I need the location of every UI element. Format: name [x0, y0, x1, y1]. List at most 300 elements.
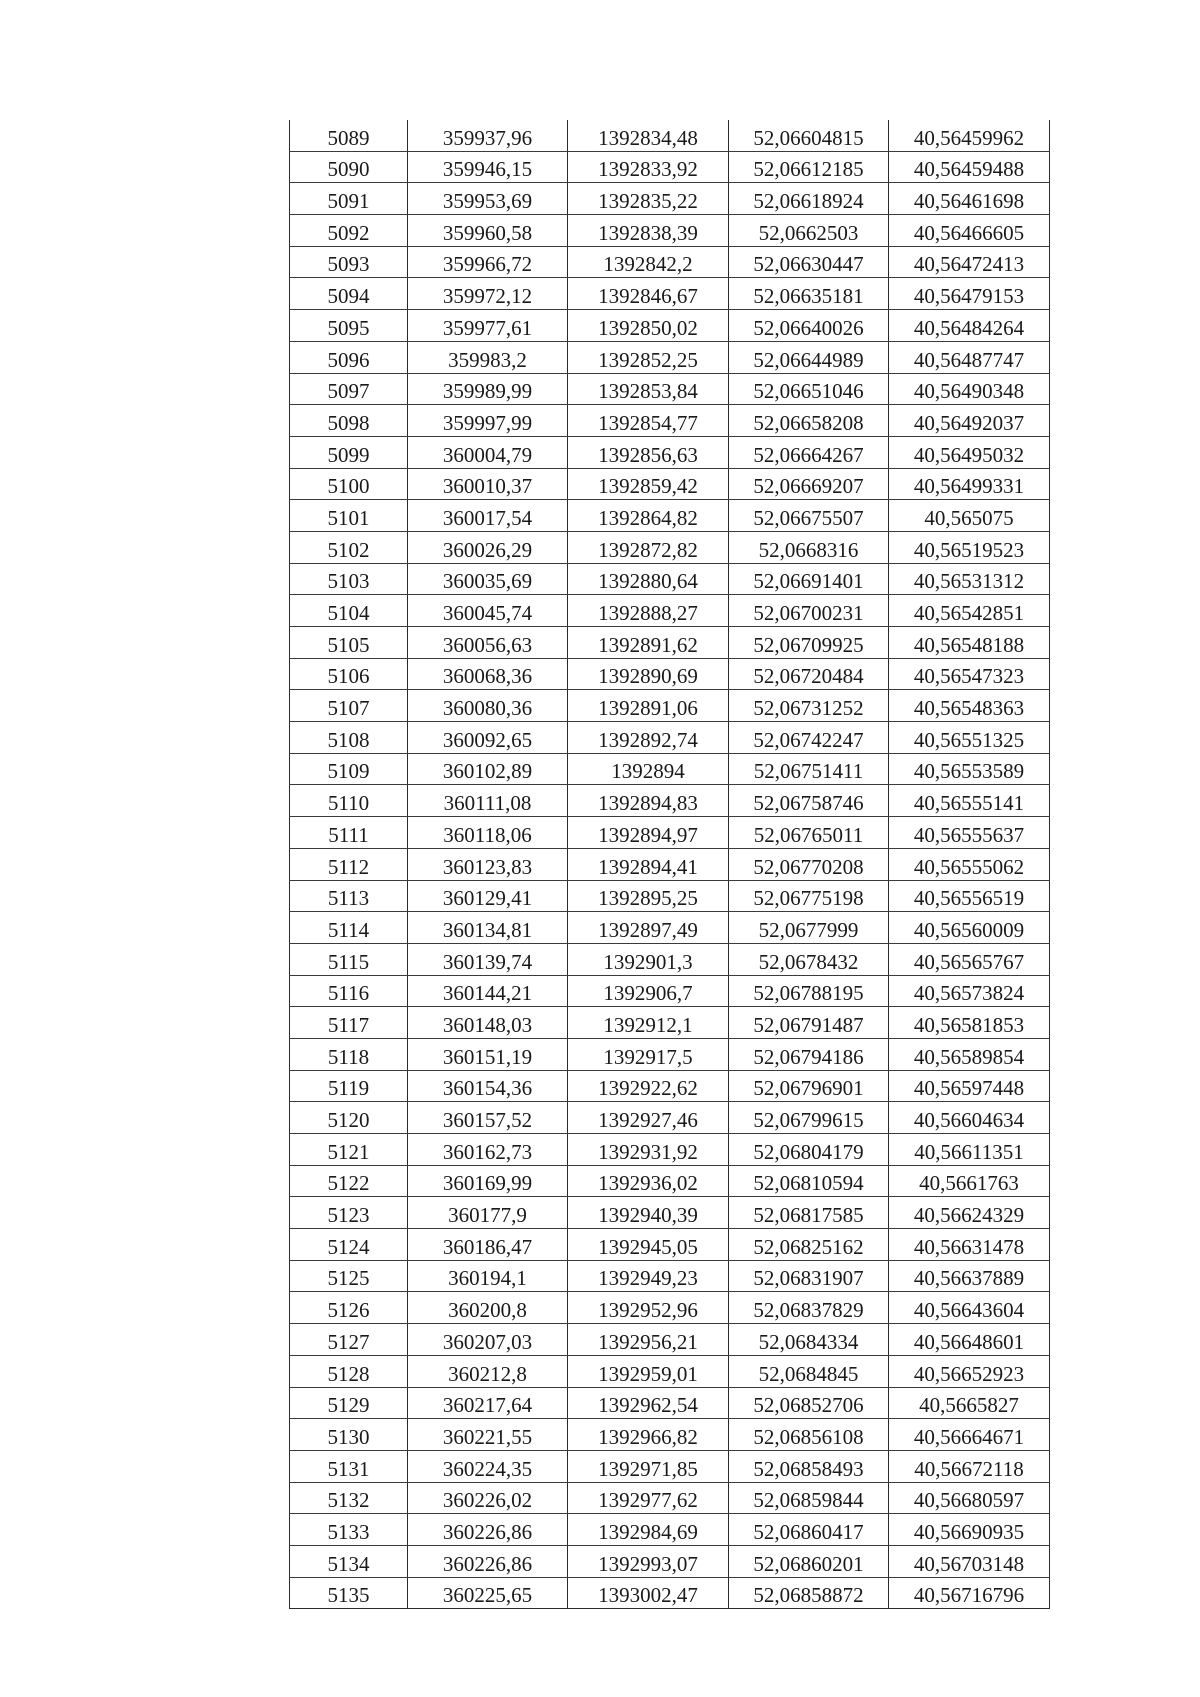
latitude-cell	[729, 817, 889, 849]
latitude-cell	[729, 1260, 889, 1292]
point-number-cell	[290, 468, 408, 500]
y-coordinate-cell	[568, 912, 729, 944]
cell-text: 360129,41	[442, 886, 533, 911]
point-number-cell	[290, 120, 408, 151]
point-number-cell	[290, 1514, 408, 1546]
cell-text: 1392852,25	[598, 347, 698, 372]
latitude-cell	[729, 1134, 889, 1166]
cell-text: 5100	[327, 474, 370, 499]
point-number-cell	[290, 373, 408, 405]
cell-text: 40,56490348	[913, 379, 1025, 404]
cell-text: 1392846,67	[598, 284, 698, 309]
x-coordinate-cell	[408, 310, 568, 342]
cell-text: 1392891,06	[598, 696, 698, 721]
cell-text: 1392962,54	[598, 1393, 698, 1418]
x-coordinate-cell	[408, 341, 568, 373]
cell-text: 40,56459962	[913, 125, 1025, 150]
cell-text: 52,06791487	[753, 1012, 864, 1037]
cell-text: 40,56461698	[913, 189, 1025, 214]
point-number-cell	[290, 753, 408, 785]
cell-text: 52,06700231	[753, 601, 864, 625]
cell-text: 360212,8	[448, 1361, 527, 1386]
cell-text: 5107	[327, 696, 370, 721]
cell-text: 52,06775198	[753, 886, 864, 911]
y-coordinate-cell	[568, 848, 729, 880]
point-number-cell	[290, 215, 408, 247]
cell-text: 360217,64	[442, 1393, 533, 1418]
cell-text: 1392894	[611, 759, 685, 784]
longitude-cell	[889, 817, 1050, 849]
point-number-cell	[290, 785, 408, 817]
x-coordinate-cell	[408, 1419, 568, 1451]
cell-text: 5129	[327, 1393, 370, 1418]
cell-text: 5097	[327, 379, 370, 404]
cell-text: 52,06758746	[753, 791, 864, 816]
latitude-cell	[729, 1038, 889, 1070]
x-coordinate-cell	[408, 1514, 568, 1546]
point-number-cell	[290, 310, 408, 342]
cell-text: 5115	[327, 949, 370, 974]
cell-text: 360139,74	[442, 949, 533, 974]
x-coordinate-cell	[408, 1260, 568, 1292]
table-row	[290, 531, 1050, 563]
longitude-cell	[889, 373, 1050, 405]
point-number-cell	[290, 183, 408, 215]
latitude-cell	[729, 310, 889, 342]
cell-text: 40,56703148	[913, 1551, 1025, 1576]
cell-text: 1392853,84	[598, 379, 698, 404]
cell-text: 5095	[327, 315, 370, 340]
cell-text: 5093	[327, 252, 370, 277]
y-coordinate-cell	[568, 1545, 729, 1577]
cell-text: 40,56604634	[913, 1108, 1025, 1132]
latitude-cell	[729, 595, 889, 627]
cell-text: 5123	[327, 1203, 370, 1228]
longitude-cell	[889, 468, 1050, 500]
x-coordinate-cell	[408, 1165, 568, 1197]
x-coordinate-cell	[408, 1545, 568, 1577]
cell-text: 40,56548363	[913, 696, 1025, 721]
table-row	[290, 912, 1050, 944]
cell-text: 52,06794186	[753, 1044, 864, 1069]
cell-text: 5103	[327, 569, 370, 594]
y-coordinate-cell	[568, 722, 729, 754]
longitude-cell	[889, 1007, 1050, 1039]
point-number-cell	[290, 975, 408, 1007]
x-coordinate-cell	[408, 1482, 568, 1514]
cell-text: 40,56553589	[913, 759, 1025, 784]
cell-text: 360123,83	[442, 854, 533, 879]
y-coordinate-cell	[568, 1514, 729, 1546]
cell-text: 40,5661763	[919, 1171, 1019, 1196]
cell-text: 1392984,69	[598, 1519, 698, 1544]
cell-text: 359946,15	[442, 157, 533, 182]
latitude-cell	[729, 531, 889, 563]
cell-text: 359937,96	[442, 125, 533, 150]
cell-text: 1392894,41	[598, 854, 698, 879]
table-row	[290, 341, 1050, 373]
cell-text: 360148,03	[442, 1012, 533, 1037]
table-row	[290, 880, 1050, 912]
y-coordinate-cell	[568, 975, 729, 1007]
x-coordinate-cell	[408, 215, 568, 247]
longitude-cell	[889, 1038, 1050, 1070]
longitude-cell	[889, 1387, 1050, 1419]
cell-text: 52,06788195	[753, 981, 864, 1006]
cell-text: 1392894,97	[598, 822, 698, 847]
cell-text: 40,56547323	[913, 664, 1025, 689]
table-row	[290, 627, 1050, 659]
latitude-cell	[729, 1482, 889, 1514]
point-number-cell	[290, 1165, 408, 1197]
cell-text: 5117	[327, 1012, 370, 1037]
cell-text: 52,06825162	[753, 1234, 864, 1259]
point-number-cell	[290, 1229, 408, 1261]
x-coordinate-cell	[408, 658, 568, 690]
cell-text: 5101	[327, 505, 370, 530]
cell-text: 1392977,62	[598, 1488, 698, 1513]
latitude-cell	[729, 1007, 889, 1039]
cell-text: 359972,12	[442, 284, 533, 309]
cell-text: 5108	[327, 727, 370, 752]
x-coordinate-cell	[408, 120, 568, 151]
cell-text: 40,56479153	[913, 284, 1025, 309]
cell-text: 40,56495032	[913, 442, 1025, 467]
y-coordinate-cell	[568, 943, 729, 975]
cell-text: 1392891,62	[598, 632, 698, 657]
table-row	[290, 120, 1050, 151]
cell-text: 1392952,96	[598, 1298, 698, 1323]
x-coordinate-cell	[408, 1038, 568, 1070]
cell-text: 1392901,3	[603, 949, 693, 974]
cell-text: 360162,73	[442, 1139, 533, 1164]
table-row	[290, 722, 1050, 754]
cell-text: 5114	[327, 917, 370, 942]
x-coordinate-cell	[408, 278, 568, 310]
table-row	[290, 1450, 1050, 1482]
cell-text: 5132	[327, 1488, 370, 1513]
point-number-cell	[290, 1134, 408, 1166]
cell-text: 5124	[327, 1234, 370, 1259]
cell-text: 1392906,7	[603, 981, 693, 1006]
cell-text: 1392880,64	[598, 569, 698, 594]
cell-text: 5116	[327, 981, 370, 1006]
x-coordinate-cell	[408, 563, 568, 595]
table-row	[290, 1482, 1050, 1514]
longitude-cell	[889, 1545, 1050, 1577]
cell-text: 5130	[327, 1424, 370, 1449]
latitude-cell	[729, 1514, 889, 1546]
latitude-cell	[729, 722, 889, 754]
latitude-cell	[729, 975, 889, 1007]
table-row	[290, 246, 1050, 278]
cell-text: 1392940,39	[598, 1203, 698, 1228]
cell-text: 52,06751411	[753, 759, 864, 784]
cell-text: 40,56499331	[913, 474, 1025, 499]
y-coordinate-cell	[568, 1324, 729, 1356]
cell-text: 52,06630447	[753, 252, 864, 277]
cell-text: 360207,03	[442, 1329, 533, 1354]
x-coordinate-cell	[408, 436, 568, 468]
table-row	[290, 405, 1050, 437]
cell-text: 1392931,92	[598, 1139, 698, 1164]
point-number-cell	[290, 1419, 408, 1451]
x-coordinate-cell	[408, 1134, 568, 1166]
y-coordinate-cell	[568, 1134, 729, 1166]
longitude-cell	[889, 1419, 1050, 1451]
y-coordinate-cell	[568, 785, 729, 817]
y-coordinate-cell	[568, 1419, 729, 1451]
cell-text: 5128	[327, 1361, 370, 1386]
cell-text: 360045,74	[442, 601, 533, 625]
cell-text: 1392945,05	[598, 1234, 698, 1259]
x-coordinate-cell	[408, 151, 568, 183]
cell-text: 1392850,02	[598, 315, 698, 340]
latitude-cell	[729, 658, 889, 690]
latitude-cell	[729, 848, 889, 880]
cell-text: 360226,86	[442, 1519, 533, 1544]
cell-text: 360010,37	[442, 474, 533, 499]
latitude-cell	[729, 151, 889, 183]
x-coordinate-cell	[408, 183, 568, 215]
y-coordinate-cell	[568, 278, 729, 310]
cell-text: 5091	[327, 189, 370, 214]
latitude-cell	[729, 1450, 889, 1482]
cell-text: 1392895,25	[598, 886, 698, 911]
x-coordinate-cell	[408, 817, 568, 849]
x-coordinate-cell	[408, 246, 568, 278]
point-number-cell	[290, 1482, 408, 1514]
table-row	[290, 1102, 1050, 1134]
latitude-cell	[729, 785, 889, 817]
latitude-cell	[729, 120, 889, 151]
x-coordinate-cell	[408, 785, 568, 817]
x-coordinate-cell	[408, 373, 568, 405]
cell-text: 40,56643604	[913, 1298, 1025, 1323]
point-number-cell	[290, 246, 408, 278]
cell-text: 40,56555062	[913, 854, 1025, 879]
cell-text: 52,06691401	[753, 569, 864, 594]
y-coordinate-cell	[568, 1292, 729, 1324]
cell-text: 40,56459488	[913, 157, 1025, 182]
y-coordinate-cell	[568, 880, 729, 912]
y-coordinate-cell	[568, 563, 729, 595]
cell-text: 40,56631478	[913, 1234, 1025, 1259]
cell-text: 40,56690935	[913, 1519, 1025, 1544]
cell-text: 5113	[327, 886, 370, 911]
longitude-cell	[889, 1165, 1050, 1197]
table-row	[290, 500, 1050, 532]
point-number-cell	[290, 278, 408, 310]
y-coordinate-cell	[568, 310, 729, 342]
longitude-cell	[889, 1450, 1050, 1482]
cell-text: 359997,99	[442, 410, 533, 435]
point-number-cell	[290, 880, 408, 912]
table-row	[290, 151, 1050, 183]
point-number-cell	[290, 627, 408, 659]
longitude-cell	[889, 1324, 1050, 1356]
cell-text: 52,0668316	[758, 537, 859, 562]
cell-text: 52,06858872	[753, 1583, 864, 1608]
cell-text: 5105	[327, 632, 370, 657]
longitude-cell	[889, 785, 1050, 817]
cell-text: 40,56652923	[913, 1361, 1025, 1386]
point-number-cell	[290, 436, 408, 468]
cell-text: 1392888,27	[598, 601, 698, 625]
cell-text: 5133	[327, 1519, 370, 1544]
point-number-cell	[290, 563, 408, 595]
longitude-cell	[889, 151, 1050, 183]
cell-text: 5135	[327, 1583, 370, 1608]
cell-text: 5118	[327, 1044, 370, 1069]
cell-text: 360151,19	[442, 1044, 533, 1069]
cell-text: 359966,72	[442, 252, 533, 277]
table-row	[290, 1134, 1050, 1166]
cell-text: 52,06742247	[753, 727, 864, 752]
table-row	[290, 436, 1050, 468]
cell-text: 40,56611351	[914, 1139, 1024, 1164]
y-coordinate-cell	[568, 753, 729, 785]
cell-text: 359953,69	[442, 189, 533, 214]
cell-text: 52,06765011	[753, 822, 864, 847]
cell-text: 5102	[327, 537, 370, 562]
y-coordinate-cell	[568, 1387, 729, 1419]
cell-text: 360177,9	[448, 1203, 527, 1228]
point-number-cell	[290, 1577, 408, 1609]
y-coordinate-cell	[568, 215, 729, 247]
y-coordinate-cell	[568, 1577, 729, 1609]
cell-text: 52,06664267	[753, 442, 864, 467]
y-coordinate-cell	[568, 183, 729, 215]
longitude-cell	[889, 880, 1050, 912]
cell-text: 52,0677999	[758, 917, 859, 942]
point-number-cell	[290, 817, 408, 849]
cell-text: 52,06770208	[753, 854, 864, 879]
cell-text: 52,06804179	[753, 1139, 864, 1164]
table-row	[290, 595, 1050, 627]
cell-text: 5090	[327, 157, 370, 182]
cell-text: 40,56555637	[913, 822, 1025, 847]
cell-text: 360092,65	[442, 727, 533, 752]
cell-text: 52,06852706	[753, 1393, 864, 1418]
cell-text: 1392838,39	[598, 220, 698, 245]
table-row	[290, 468, 1050, 500]
cell-text: 1392892,74	[598, 727, 698, 752]
cell-text: 360157,52	[442, 1108, 533, 1132]
latitude-cell	[729, 880, 889, 912]
longitude-cell	[889, 1134, 1050, 1166]
longitude-cell	[889, 722, 1050, 754]
table-row	[290, 1165, 1050, 1197]
cell-text: 52,06709925	[753, 632, 864, 657]
cell-text: 40,56492037	[913, 410, 1025, 435]
x-coordinate-cell	[408, 1577, 568, 1609]
x-coordinate-cell	[408, 1229, 568, 1261]
point-number-cell	[290, 1387, 408, 1419]
cell-text: 52,06837829	[753, 1298, 864, 1323]
cell-text: 360225,65	[442, 1583, 533, 1608]
cell-text: 5119	[327, 1076, 370, 1101]
x-coordinate-cell	[408, 722, 568, 754]
cell-text: 40,56531312	[913, 569, 1025, 594]
y-coordinate-cell	[568, 373, 729, 405]
longitude-cell	[889, 1355, 1050, 1387]
cell-text: 52,0678432	[758, 949, 859, 974]
cell-text: 1392835,22	[598, 189, 698, 214]
table-row	[290, 1197, 1050, 1229]
cell-text: 5134	[327, 1551, 370, 1576]
cell-text: 359960,58	[442, 220, 533, 245]
table-row	[290, 1007, 1050, 1039]
cell-text: 5131	[327, 1456, 370, 1481]
cell-text: 359983,2	[448, 347, 527, 372]
table-row	[290, 1419, 1050, 1451]
longitude-cell	[889, 1577, 1050, 1609]
cell-text: 1392971,85	[598, 1456, 698, 1481]
cell-text: 5127	[327, 1329, 370, 1354]
cell-text: 40,56565767	[913, 949, 1025, 974]
cell-text: 52,06635181	[753, 284, 864, 309]
table-row	[290, 373, 1050, 405]
cell-text: 1392894,83	[598, 791, 698, 816]
table-row	[290, 785, 1050, 817]
cell-text: 52,06612185	[753, 157, 864, 182]
cell-text: 360200,8	[448, 1298, 527, 1323]
cell-text: 52,06651046	[753, 379, 864, 404]
latitude-cell	[729, 1387, 889, 1419]
longitude-cell	[889, 1229, 1050, 1261]
x-coordinate-cell	[408, 468, 568, 500]
point-number-cell	[290, 1070, 408, 1102]
cell-text: 52,06720484	[753, 664, 864, 689]
cell-text: 1392897,49	[598, 917, 698, 942]
table-row	[290, 1545, 1050, 1577]
y-coordinate-cell	[568, 468, 729, 500]
cell-text: 1392872,82	[598, 537, 698, 562]
cell-text: 5092	[327, 220, 370, 245]
y-coordinate-cell	[568, 627, 729, 659]
point-number-cell	[290, 500, 408, 532]
cell-text: 52,06731252	[753, 696, 864, 721]
point-number-cell	[290, 848, 408, 880]
table-row	[290, 1038, 1050, 1070]
latitude-cell	[729, 500, 889, 532]
y-coordinate-cell	[568, 817, 729, 849]
longitude-cell	[889, 500, 1050, 532]
table-row	[290, 215, 1050, 247]
y-coordinate-cell	[568, 1165, 729, 1197]
latitude-cell	[729, 563, 889, 595]
table-row	[290, 1324, 1050, 1356]
cell-text: 360056,63	[442, 632, 533, 657]
cell-text: 359977,61	[442, 315, 533, 340]
table-row	[290, 690, 1050, 722]
latitude-cell	[729, 278, 889, 310]
cell-text: 40,56560009	[913, 917, 1025, 942]
x-coordinate-cell	[408, 1007, 568, 1039]
cell-text: 52,06831907	[753, 1266, 864, 1291]
y-coordinate-cell	[568, 658, 729, 690]
x-coordinate-cell	[408, 627, 568, 659]
point-number-cell	[290, 912, 408, 944]
longitude-cell	[889, 1197, 1050, 1229]
cell-text: 40,56542851	[913, 601, 1025, 625]
cell-text: 359989,99	[442, 379, 533, 404]
cell-text: 40,56680597	[913, 1488, 1025, 1513]
longitude-cell	[889, 310, 1050, 342]
cell-text: 1392833,92	[598, 157, 698, 182]
cell-text: 40,56573824	[913, 981, 1025, 1006]
